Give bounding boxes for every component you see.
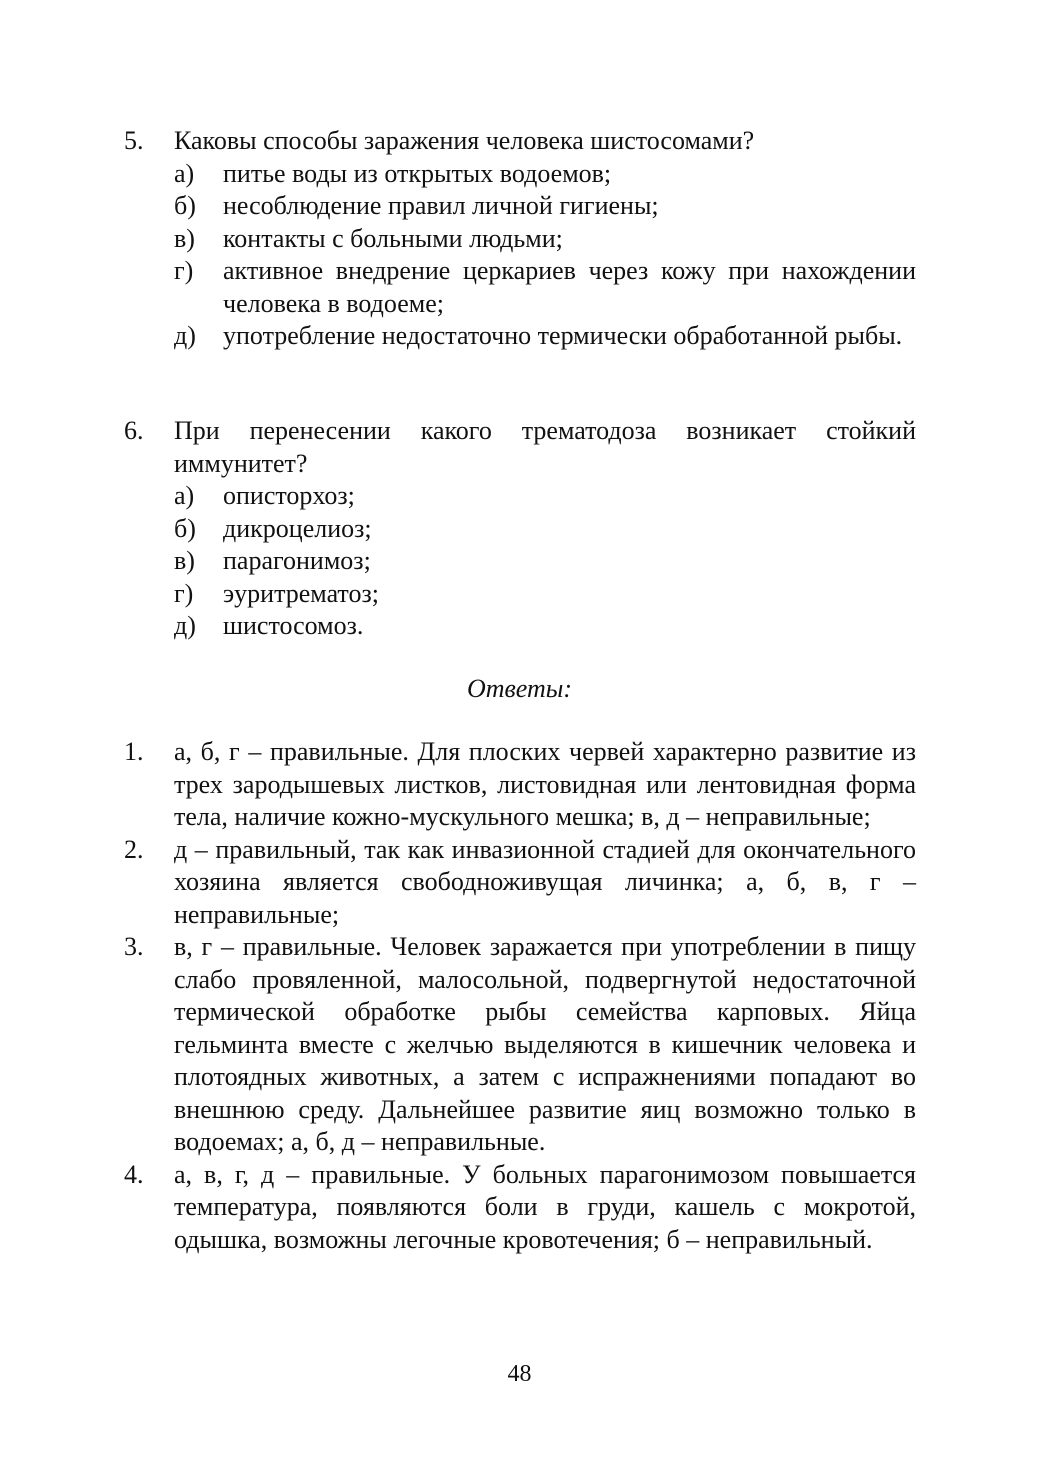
answer-text: в, г – правильные. Человек заражается при употреблении в пищу слабо провяленной, малосольной, подвергнутой недостаточной термической обработке рыбы семейства карповых. Яйца гельминта вместе с желчью выделяются в кишечник человека и плотоядных животных, а затем с испражнениями попадают во внешнюю среду. Дальнейшее развитие яиц возможно только в водоемах; а, б, д – неправильные. <box>174 932 916 1156</box>
option-letter: а) <box>174 158 195 188</box>
option-item <box>174 513 916 546</box>
question-number: 6. <box>124 416 144 445</box>
option-item <box>174 480 916 513</box>
question-number: 5. <box>124 126 144 155</box>
answer-text: а, б, г – правильные. Для плоских червей характерно развитие из трех зародышевых листков, листовидная или лентовидная форма тела, наличие кожно-мускульного мешка; в, д – неправильные; <box>174 737 916 831</box>
answer-item <box>124 931 916 1159</box>
option-text: питье воды из открытых водоемов; <box>223 158 612 188</box>
question-row <box>124 125 916 158</box>
question-6 <box>124 415 916 643</box>
option-item <box>174 578 916 611</box>
option-letter: б) <box>174 191 196 220</box>
option-text: несоблюдение правил личной гигиены; <box>223 191 659 220</box>
option-text: активное внедрение церкариев через кожу при нахождении человека в водоеме; <box>223 256 916 318</box>
answer-item <box>124 736 916 834</box>
option-item <box>174 320 916 353</box>
answers-heading: Ответы: <box>466 674 573 703</box>
option-letter: д) <box>174 611 196 640</box>
option-text: описторхоз; <box>223 481 355 510</box>
answer-item <box>124 834 916 932</box>
option-text: контакты с больными людьми; <box>223 223 563 253</box>
answer-item <box>124 1159 916 1257</box>
option-letter: в) <box>174 546 195 575</box>
option-text: дикроцелиоз; <box>223 513 372 543</box>
question-row <box>124 415 916 480</box>
option-item <box>174 610 916 643</box>
option-item <box>174 223 916 256</box>
options-list <box>174 158 916 353</box>
option-letter: г) <box>174 256 194 285</box>
option-letter: д) <box>174 321 196 350</box>
question-text: Каковы способы заражения человека шистосомами? <box>174 126 755 155</box>
option-item <box>174 255 916 320</box>
option-text: шистосомоз. <box>223 611 364 640</box>
option-text: эуритрематоз; <box>223 578 379 608</box>
option-item <box>174 545 916 578</box>
question-text: При перенесении какого трематодоза возникает стойкий иммунитет? <box>174 416 916 478</box>
answer-number: 4. <box>124 1159 144 1189</box>
question-5 <box>124 125 916 353</box>
option-letter: в) <box>174 223 195 253</box>
answer-number: 3. <box>124 932 144 961</box>
page-number: 48 <box>507 1361 532 1387</box>
option-letter: б) <box>174 513 196 543</box>
answer-text: д – правильный, так как инвазионной стадией для окончательного хозяина является свободноживущая личинка; а, б, в, г – неправильные; <box>174 834 916 929</box>
option-letter: г) <box>174 578 194 608</box>
options-list <box>174 480 916 643</box>
option-letter: а) <box>174 481 195 510</box>
answer-number: 2. <box>124 834 144 864</box>
option-text: парагонимоз; <box>223 546 371 575</box>
answers-list <box>124 736 916 1256</box>
answer-number: 1. <box>124 737 144 766</box>
option-item <box>174 158 916 191</box>
option-item <box>174 190 916 223</box>
answer-text: а, в, г, д – правильные. У больных парагонимозом повышается температура, появляются боли в груди, кашель с мокротой, одышка, возможны легочные кровотечения; б – неправильный. <box>174 1159 916 1254</box>
option-text: употребление недостаточно термически обработанной рыбы. <box>223 321 903 350</box>
